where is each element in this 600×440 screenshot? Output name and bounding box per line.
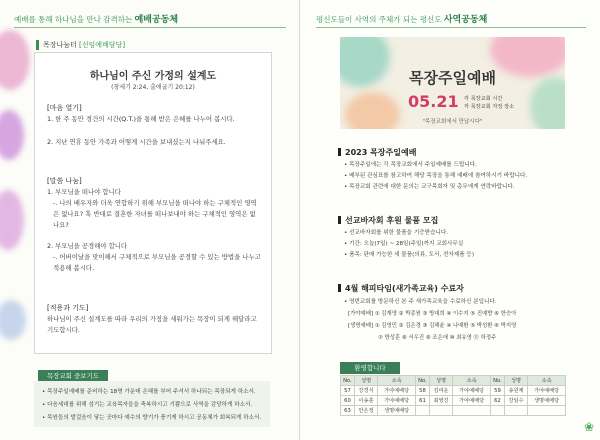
sermon-card <box>34 52 272 354</box>
col-header: No. <box>341 376 355 386</box>
section-heading: [적용과 기도] <box>47 304 89 312</box>
prayer-item: • 다음세대를 위해 섬기는 교육목자들을 축복하시고 기쁨으로 사역을 감당하게 하소서. <box>42 402 253 408</box>
member-row <box>348 309 516 317</box>
header-title: 예배공동체 <box>134 15 179 25</box>
table-cell <box>415 406 429 416</box>
col-header: 소속 <box>528 376 566 386</box>
table-cell: 61 <box>415 396 429 406</box>
worship-banner <box>340 37 565 129</box>
header-lead: 예배를 통해 하나님을 만나 감격하는 <box>14 15 133 24</box>
prayer-item: • 목장주일예배를 준비하는 18명 가운데 은혜를 부어 주셔서 하나되는 목장되게 하소서. <box>42 389 256 395</box>
bullet-item: • 기간: 오늘(7일) ~ 28일(주일)까지 교회사무실 <box>344 239 574 247</box>
bullet-item: • 품목: 판매 가능한 새 물품(의류, 도서, 전자제품 등) <box>344 250 574 258</box>
col-header: 성명 <box>504 376 527 386</box>
table-cell: 59 <box>490 386 504 396</box>
member-row <box>348 321 516 329</box>
table-cell: 가야예배당 <box>528 386 566 396</box>
section-title: 2023 목장주일예배 <box>338 147 416 158</box>
question-text: 2. 부모님을 공경해야 합니다 <box>47 242 128 250</box>
col-header: 성명 <box>354 376 377 386</box>
table-cell: 가야예배당 <box>453 396 491 406</box>
sermon-subtitle: (창세기 2:24, 출애굽기 20:12) <box>111 84 195 91</box>
bullet-item: • 배부된 관심표를 참고하여 해당 목장을 통해 예배에 참여하시기 바랍니다. <box>344 171 574 179</box>
member-group-label: [가야예배] <box>348 311 374 317</box>
banner-caption: "목장교회에서 만납시다" <box>422 119 483 125</box>
table-cell <box>490 406 504 416</box>
question-body: -. 나의 배우자와 더욱 연합하기 위해 부모님을 떠나야 하는 구체적인 영역은 없나요? 혹 반대로 결혼한 자녀를 떠나보내야 하는 구체적인 영역은 없나요? <box>53 199 257 229</box>
banner-title: 목장주일예배 <box>409 69 496 87</box>
table-cell: 강임수 <box>504 396 527 406</box>
member-names: ① 김재영 ② 박종원 ③ 방대희 ④ 이수지 ⑤ 진예향 ⑥ 한승아 <box>374 311 517 317</box>
col-header: 성명 <box>429 376 452 386</box>
table-cell: 최영진 <box>429 396 452 406</box>
table-cell: 가야예배당 <box>378 386 416 396</box>
table-cell: 생명예배당 <box>528 396 566 406</box>
header-divider <box>316 27 586 28</box>
table-cell: 가야예배당 <box>453 386 491 396</box>
table-cell: 김여운 <box>429 386 452 396</box>
bullet-item: • 목장주일에는 각 목장교회에서 주일예배를 드립니다. <box>344 160 574 168</box>
table-cell: 58 <box>415 386 429 396</box>
prayer-tab: 목장교회 중보기도 <box>38 370 108 382</box>
flower-decoration <box>0 30 30 90</box>
flower-decoration <box>0 190 24 250</box>
banner-date: 05.21 <box>408 92 459 111</box>
section-tag <box>36 40 125 50</box>
table-cell <box>453 406 491 416</box>
tag-sub: [선임예배담당] <box>79 41 126 49</box>
prayer-text: 하나님이 주신 설계도를 따라 우리의 가정을 세워가는 목장이 되게 해달라고 기도합시다. <box>47 315 257 334</box>
sermon-title: 하나님이 주신 가정의 설계도 <box>89 71 217 82</box>
flower-decoration <box>0 300 26 340</box>
section-title: 4월 해피타임(새가족교육) 수료자 <box>338 283 464 294</box>
header-divider <box>14 27 286 28</box>
table-cell: 안은정 <box>354 406 377 416</box>
table-cell <box>429 406 452 416</box>
banner-meta: 각 목장교회 시간 <box>464 96 503 102</box>
prayer-item: • 목원들의 발걸음이 닿는 곳마다 예수의 향기가 풍기게 하시고 공동체가 회복되게 하소서. <box>42 415 262 421</box>
section-title: 선교바자회 후원 물품 모집 <box>338 215 438 226</box>
table-row <box>341 406 566 416</box>
tag-label: 목장나눔터 <box>43 41 77 49</box>
section-heading: [마음 열기] <box>47 104 82 112</box>
table-row <box>341 386 566 396</box>
welcome-table <box>340 375 566 416</box>
header-title: 사역공동체 <box>443 15 488 25</box>
welcome-tab: 환영합니다 <box>340 362 400 374</box>
col-header: No. <box>415 376 429 386</box>
left-header <box>14 12 178 25</box>
question-text: 2. 지난 연휴 동안 가족과 어떻게 시간을 보내셨는지 나눠주세요. <box>47 138 226 146</box>
table-cell: 57 <box>341 386 355 396</box>
member-names: ① 김영민 ② 김은경 ③ 김해윤 ④ 나예환 ⑤ 박성환 ⑥ 박지영 <box>374 323 517 329</box>
question-text: 1. 한 주 동안 경건의 시간(Q.T.)을 통해 받은 은혜를 나누어 봅시다. <box>47 115 235 123</box>
table-cell <box>528 406 566 416</box>
table-header-row <box>341 376 566 386</box>
bullet-item: • 영번교회를 방문하신 본 주 새가족교육을 수료하신 분입니다. <box>344 297 574 305</box>
right-header <box>316 12 487 25</box>
table-cell: 강경식 <box>354 386 377 396</box>
table-row <box>341 396 566 406</box>
table-cell: 62 <box>490 396 504 406</box>
table-cell: 송원재 <box>504 386 527 396</box>
member-row <box>378 333 496 341</box>
table-cell: 가야예배당 <box>378 396 416 406</box>
member-group-label: [생명예배] <box>348 323 374 329</box>
col-header: No. <box>490 376 504 386</box>
question-body: -. 어버이날을 맞이해서 구체적으로 부모님을 공경할 수 있는 방법을 나누고 적용해 봅시다. <box>53 253 261 272</box>
header-lead: 평신도들이 사역의 주체가 되는 평신도 <box>316 15 442 24</box>
table-cell: 60 <box>341 396 355 406</box>
banner-meta: 각 목장교회 자정 장소 <box>464 104 515 110</box>
leaf-icon: ❀ <box>583 420 594 434</box>
col-header: 소속 <box>453 376 491 386</box>
section-heading: [말씀 나눔] <box>47 177 82 185</box>
question-text: 1. 부모님을 떠나야 합니다 <box>47 188 121 196</box>
member-names: ⑦ 방성훈 ⑧ 서우진 ⑨ 조은애 ⑩ 최유영 ⑪ 하정주 <box>378 335 497 341</box>
table-cell: 이송훈 <box>354 396 377 406</box>
prayer-box <box>34 381 270 427</box>
table-cell <box>504 406 527 416</box>
table-cell: 63 <box>341 406 355 416</box>
page-fold <box>299 0 300 440</box>
table-cell: 생명예배당 <box>378 406 416 416</box>
bullet-item: • 선교바자회를 위한 물품을 기증받습니다. <box>344 228 574 236</box>
col-header: 소속 <box>378 376 416 386</box>
bullet-item: • 목장교회 관련에 대한 문의는 교구목회자 및 총무에게 연락바랍니다. <box>344 182 574 190</box>
flower-decoration <box>0 110 24 160</box>
